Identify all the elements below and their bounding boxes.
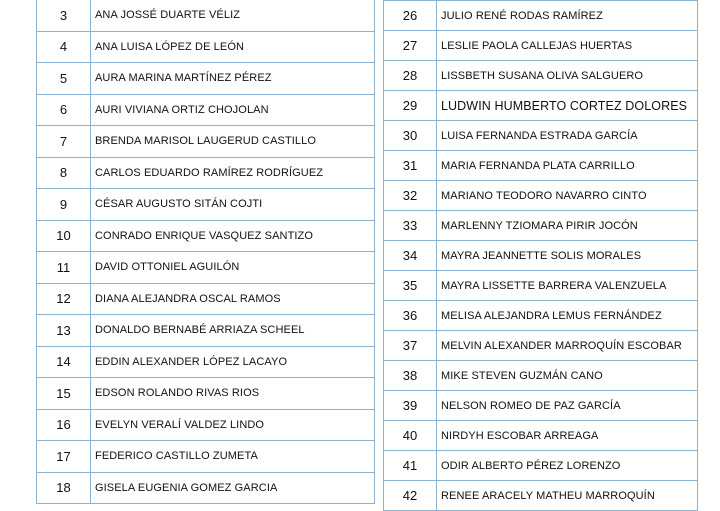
row-number: 29	[384, 91, 437, 121]
table-row	[37, 378, 375, 410]
row-name: MIKE STEVEN GUZMÁN CANO	[437, 361, 698, 391]
row-number: 3	[37, 0, 91, 31]
table-row	[37, 252, 375, 284]
row-name: ANA LUISA LÓPEZ DE LEÓN	[91, 31, 375, 63]
row-name: MAYRA JEANNETTE SOLIS MORALES	[437, 241, 698, 271]
row-name: CARLOS EDUARDO RAMÍREZ RODRÍGUEZ	[91, 157, 375, 189]
row-number: 12	[37, 283, 91, 315]
names-table-right	[383, 0, 698, 511]
table-row	[384, 31, 698, 61]
row-name: LISSBETH SUSANA OLIVA SALGUERO	[437, 61, 698, 91]
table-row	[37, 441, 375, 473]
row-number: 9	[37, 189, 91, 221]
table-row	[37, 63, 375, 95]
row-number: 27	[384, 31, 437, 61]
row-name: JULIO RENÉ RODAS RAMÍREZ	[437, 1, 698, 31]
table-row	[37, 283, 375, 315]
row-number: 36	[384, 301, 437, 331]
row-name: EDDIN ALEXANDER LÓPEZ LACAYO	[91, 346, 375, 378]
table-row	[384, 181, 698, 211]
table-row	[37, 189, 375, 221]
table-row	[384, 151, 698, 181]
row-number: 30	[384, 121, 437, 151]
row-number: 4	[37, 31, 91, 63]
table-row	[37, 346, 375, 378]
row-name: DONALDO BERNABÉ ARRIAZA SCHEEL	[91, 315, 375, 347]
row-number: 33	[384, 211, 437, 241]
row-name: FEDERICO CASTILLO ZUMETA	[91, 441, 375, 473]
row-number: 40	[384, 421, 437, 451]
row-name: AURI VIVIANA ORTIZ CHOJOLAN	[91, 94, 375, 126]
row-number: 38	[384, 361, 437, 391]
row-name: MARIA FERNANDA PLATA CARRILLO	[437, 151, 698, 181]
row-number: 32	[384, 181, 437, 211]
row-number: 28	[384, 61, 437, 91]
row-name: EDSON ROLANDO RIVAS RIOS	[91, 378, 375, 410]
row-number: 5	[37, 63, 91, 95]
row-name: ODIR ALBERTO PÉREZ LORENZO	[437, 451, 698, 481]
table-row	[384, 241, 698, 271]
row-name: NELSON ROMEO DE PAZ GARCÍA	[437, 391, 698, 421]
table-row	[37, 315, 375, 347]
table-row	[37, 0, 375, 31]
table-row	[37, 31, 375, 63]
row-name: LUISA FERNANDA ESTRADA GARCÍA	[437, 121, 698, 151]
row-name: MARIANO TEODORO NAVARRO CINTO	[437, 181, 698, 211]
row-number: 16	[37, 409, 91, 441]
row-name: RENEE ARACELY MATHEU MARROQUÍN	[437, 481, 698, 511]
table-row	[384, 271, 698, 301]
table-row	[37, 126, 375, 158]
row-name: DIANA ALEJANDRA OSCAL RAMOS	[91, 283, 375, 315]
row-name: EVELYN VERALÍ VALDEZ LINDO	[91, 409, 375, 441]
row-name: MARLENNY TZIOMARA PIRIR JOCÓN	[437, 211, 698, 241]
table-row	[384, 121, 698, 151]
row-number: 37	[384, 331, 437, 361]
row-name: LUDWIN HUMBERTO CORTEZ DOLORES	[437, 91, 698, 121]
table-row	[37, 472, 375, 504]
row-name: NIRDYH ESCOBAR ARREAGA	[437, 421, 698, 451]
row-number: 13	[37, 315, 91, 347]
row-number: 14	[37, 346, 91, 378]
table-row	[37, 157, 375, 189]
row-number: 8	[37, 157, 91, 189]
row-name: GISELA EUGENIA GOMEZ GARCIA	[91, 472, 375, 504]
table-row	[384, 61, 698, 91]
names-table-left	[36, 0, 375, 504]
table-row	[384, 91, 698, 121]
table-row	[37, 220, 375, 252]
row-number: 41	[384, 451, 437, 481]
row-number: 11	[37, 252, 91, 284]
table-row	[384, 451, 698, 481]
row-number: 7	[37, 126, 91, 158]
row-number: 34	[384, 241, 437, 271]
row-number: 6	[37, 94, 91, 126]
row-name: CONRADO ENRIQUE VASQUEZ SANTIZO	[91, 220, 375, 252]
table-row	[37, 94, 375, 126]
row-number: 39	[384, 391, 437, 421]
row-name: DAVID OTTONIEL AGUILÓN	[91, 252, 375, 284]
table-row	[384, 421, 698, 451]
row-name: MELISA ALEJANDRA LEMUS FERNÁNDEZ	[437, 301, 698, 331]
table-row	[37, 409, 375, 441]
row-number: 42	[384, 481, 437, 511]
table-row	[384, 361, 698, 391]
row-number: 31	[384, 151, 437, 181]
row-name: LESLIE PAOLA CALLEJAS HUERTAS	[437, 31, 698, 61]
row-name: MAYRA LISSETTE BARRERA VALENZUELA	[437, 271, 698, 301]
row-name: CÉSAR AUGUSTO SITÁN COJTI	[91, 189, 375, 221]
row-name: AURA MARINA MARTÍNEZ PÉREZ	[91, 63, 375, 95]
row-number: 17	[37, 441, 91, 473]
row-number: 15	[37, 378, 91, 410]
row-number: 10	[37, 220, 91, 252]
row-number: 35	[384, 271, 437, 301]
table-row	[384, 1, 698, 31]
row-number: 18	[37, 472, 91, 504]
row-name: MELVIN ALEXANDER MARROQUÍN ESCOBAR	[437, 331, 698, 361]
row-name: ANA JOSSÉ DUARTE VÉLIZ	[91, 0, 375, 31]
row-number: 26	[384, 1, 437, 31]
table-row	[384, 211, 698, 241]
table-row	[384, 331, 698, 361]
table-row	[384, 481, 698, 511]
table-row	[384, 391, 698, 421]
table-row	[384, 301, 698, 331]
row-name: BRENDA MARISOL LAUGERUD CASTILLO	[91, 126, 375, 158]
